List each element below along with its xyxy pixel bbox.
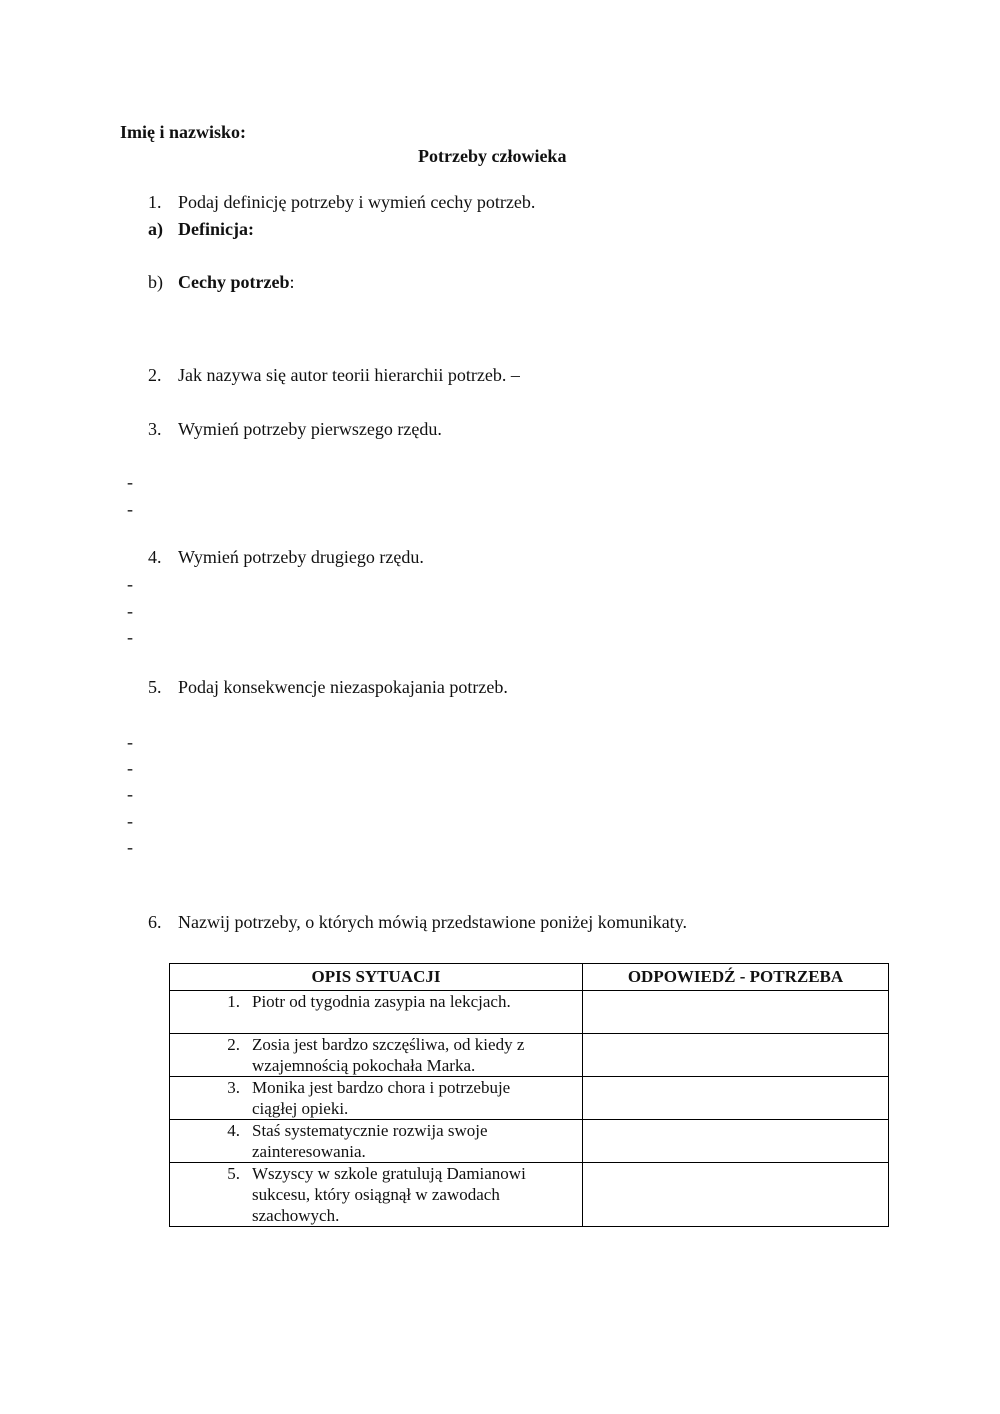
- situation-line: Staś systematycznie rozwija swoje: [252, 1121, 488, 1140]
- subitem-label: Definicja:: [178, 219, 254, 239]
- question-number: 3.: [148, 419, 162, 439]
- situation-line: Wszyscy w szkole gratulują Damianowi: [252, 1164, 526, 1183]
- table-header-description: OPIS SYTUACJI: [170, 964, 583, 991]
- row-number: 3.: [227, 1078, 240, 1097]
- question-number: 6.: [148, 912, 162, 932]
- answer-dash: -: [127, 499, 133, 519]
- situation-line: zainteresowania.: [252, 1142, 366, 1161]
- table-row: [170, 1163, 889, 1227]
- subitem-colon: :: [289, 272, 295, 292]
- question-3: [148, 418, 442, 440]
- question-1: [148, 191, 535, 213]
- question-text: Wymień potrzeby drugiego rzędu.: [178, 547, 424, 567]
- question-6: [148, 911, 687, 933]
- question-2: [148, 364, 520, 386]
- subitem-a: [148, 218, 254, 240]
- question-text: Nazwij potrzeby, o których mówią przedstawione poniżej komunikaty.: [178, 912, 688, 932]
- situation-cell: [170, 991, 583, 1034]
- answer-dash: -: [127, 732, 133, 752]
- answer-cell[interactable]: [583, 1034, 889, 1077]
- question-number: 2.: [148, 365, 162, 385]
- row-number: 5.: [227, 1164, 240, 1183]
- table-header-answer: ODPOWIEDŹ - POTRZEBA: [583, 964, 889, 991]
- situation-line: szachowych.: [252, 1206, 340, 1225]
- answer-dash: -: [127, 811, 133, 831]
- situation-cell: [170, 1034, 583, 1077]
- table-row: [170, 1034, 889, 1077]
- table-header-row: [170, 964, 889, 991]
- situation-line: Piotr od tygodnia zasypia na lekcjach.: [252, 992, 511, 1011]
- question-5: [148, 676, 508, 698]
- answer-dash: -: [127, 758, 133, 778]
- question-text: Jak nazywa się autor teorii hierarchii potrzeb. –: [178, 365, 520, 385]
- answer-dash: -: [127, 574, 133, 594]
- situation-line: sukcesu, który osiągnął w zawodach: [252, 1185, 500, 1204]
- question-text: Wymień potrzeby pierwszego rzędu.: [178, 419, 442, 439]
- situation-cell: [170, 1163, 583, 1227]
- row-number: 4.: [227, 1121, 240, 1140]
- subitem-b: [148, 271, 295, 293]
- answer-dash: -: [127, 472, 133, 492]
- question-text: Podaj konsekwencje niezaspokajania potrzeb.: [178, 677, 508, 697]
- subitem-marker: b): [148, 272, 163, 292]
- page-title: Potrzeby człowieka: [418, 146, 567, 166]
- answer-cell[interactable]: [583, 1163, 889, 1227]
- situations-table: [169, 963, 889, 1227]
- situation-line: ciągłej opieki.: [252, 1099, 349, 1118]
- question-4: [148, 546, 424, 568]
- row-number: 1.: [227, 992, 240, 1011]
- question-text: Podaj definicję potrzeby i wymień cechy potrzeb.: [178, 192, 536, 212]
- question-number: 5.: [148, 677, 162, 697]
- answer-cell[interactable]: [583, 1077, 889, 1120]
- subitem-label: Cechy potrzeb: [178, 272, 290, 292]
- subitem-marker: a): [148, 219, 163, 239]
- table-row: [170, 991, 889, 1034]
- table-row: [170, 1077, 889, 1120]
- answer-dash: -: [127, 784, 133, 804]
- answer-dash: -: [127, 627, 133, 647]
- situation-line: wzajemnością pokochała Marka.: [252, 1056, 476, 1075]
- table-row: [170, 1120, 889, 1163]
- name-label: Imię i nazwisko:: [120, 122, 246, 142]
- answer-cell[interactable]: [583, 1120, 889, 1163]
- situation-line: Zosia jest bardzo szczęśliwa, od kiedy z: [252, 1035, 525, 1054]
- question-number: 1.: [148, 192, 162, 212]
- row-number: 2.: [227, 1035, 240, 1054]
- situation-cell: [170, 1120, 583, 1163]
- answer-dash: -: [127, 601, 133, 621]
- answer-cell[interactable]: [583, 991, 889, 1034]
- situation-cell: [170, 1077, 583, 1120]
- question-number: 4.: [148, 547, 162, 567]
- answer-dash: -: [127, 837, 133, 857]
- situation-line: Monika jest bardzo chora i potrzebuje: [252, 1078, 511, 1097]
